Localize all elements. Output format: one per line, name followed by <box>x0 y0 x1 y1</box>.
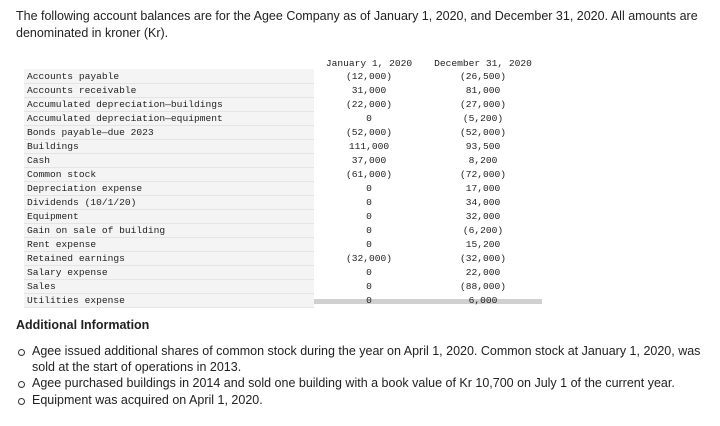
account-name: Dividends (10/1/20) <box>24 196 314 210</box>
jan-value: 0 <box>366 225 372 236</box>
table-row <box>24 196 542 210</box>
table-row <box>24 126 542 140</box>
jan-value: (32,000) <box>345 253 393 264</box>
list-item <box>16 393 712 409</box>
dec-value: (72,000) <box>459 169 507 180</box>
header-jan-2020: January 1, 2020 <box>325 58 413 69</box>
account-name: Accounts receivable <box>24 84 314 98</box>
circle-bullet-icon <box>18 398 25 405</box>
jan-value: 0 <box>366 183 372 194</box>
dec-value: 17,000 <box>465 183 501 194</box>
header-dec-2020: December 31, 2020 <box>434 58 532 69</box>
account-name: Accumulated depreciation—buildings <box>24 98 314 112</box>
dec-value: 6,000 <box>468 295 498 306</box>
dec-value: (27,000) <box>459 99 507 110</box>
account-name: Gain on sale of building <box>24 224 314 238</box>
table-row <box>24 280 542 294</box>
table-row <box>24 294 542 308</box>
intro-text: The following account balances are for the Agee Company as of January 1, 2020, and December 31, 2020. All amounts are denominated in kroner (Kr). <box>16 9 698 40</box>
jan-value: (61,000) <box>345 169 393 180</box>
list-item-text: Agee issued additional shares of common stock during the year on April 1, 2020. Common stock at January 1, 2020, was sold at the start of operations in 2013. <box>32 344 701 374</box>
dec-value: 15,200 <box>465 239 501 250</box>
jan-value: 37,000 <box>351 155 387 166</box>
header-account <box>24 56 314 69</box>
table-row <box>24 112 542 126</box>
account-name: Utilities expense <box>24 294 314 308</box>
account-name: Buildings <box>24 140 314 154</box>
dec-value: (6,200) <box>462 225 504 236</box>
jan-value: 0 <box>366 211 372 222</box>
list-item <box>16 376 712 392</box>
list-item-text: Agee purchased buildings in 2014 and sold one building with a book value of Kr 10,700 on July 1 of the current year. <box>32 376 675 390</box>
account-name: Sales <box>24 280 314 294</box>
jan-value: 0 <box>366 295 372 306</box>
table-row <box>24 140 542 154</box>
circle-bullet-icon <box>18 349 25 356</box>
account-name: Common stock <box>24 168 314 182</box>
dec-value: 32,000 <box>465 211 501 222</box>
table-row <box>24 266 542 280</box>
account-name: Bonds payable—due 2023 <box>24 126 314 140</box>
dec-value: (52,000) <box>459 127 507 138</box>
table-row <box>24 224 542 238</box>
dec-value: (26,500) <box>459 71 507 83</box>
account-name: Accounts payable <box>24 69 314 84</box>
table-row <box>24 182 542 196</box>
circle-bullet-icon <box>18 381 25 388</box>
table-row <box>24 69 542 84</box>
table-row <box>24 98 542 112</box>
jan-value: (12,000) <box>345 71 393 83</box>
table-row <box>24 210 542 224</box>
dec-value: (32,000) <box>459 253 507 264</box>
dec-value: 8,200 <box>468 155 498 166</box>
list-item <box>16 344 712 375</box>
table-row <box>24 84 542 98</box>
jan-value: 31,000 <box>351 85 387 96</box>
dec-value: 34,000 <box>465 197 501 208</box>
jan-value: 0 <box>366 113 372 124</box>
jan-value: 0 <box>366 267 372 278</box>
jan-value: 0 <box>366 197 372 208</box>
list-item-text: Equipment was acquired on April 1, 2020. <box>32 392 263 407</box>
dec-value: 93,500 <box>465 141 501 152</box>
table-header-row <box>24 56 542 69</box>
table-row <box>24 238 542 252</box>
account-name: Rent expense <box>24 238 314 252</box>
account-name: Accumulated depreciation—equipment <box>24 112 314 126</box>
account-name: Retained earnings <box>24 252 314 266</box>
dec-value: (88,000) <box>459 281 507 292</box>
jan-value: 0 <box>366 281 372 292</box>
account-name: Depreciation expense <box>24 182 314 196</box>
account-name: Cash <box>24 154 314 168</box>
table-row <box>24 252 542 266</box>
jan-value: 0 <box>366 239 372 250</box>
jan-value: 111,000 <box>348 141 390 152</box>
additional-information-heading: Additional Information <box>16 318 150 332</box>
dec-value: 81,000 <box>465 85 501 96</box>
jan-value: (52,000) <box>345 127 393 138</box>
dec-value: 22,000 <box>465 267 501 278</box>
table-row <box>24 154 542 168</box>
account-balances-table <box>24 56 542 308</box>
account-name: Equipment <box>24 210 314 224</box>
jan-value: (22,000) <box>345 99 393 110</box>
table-row <box>24 168 542 182</box>
dec-value: (5,200) <box>462 113 504 124</box>
account-balances-table-container <box>24 56 542 304</box>
additional-information-list <box>16 344 712 409</box>
account-name: Salary expense <box>24 266 314 280</box>
